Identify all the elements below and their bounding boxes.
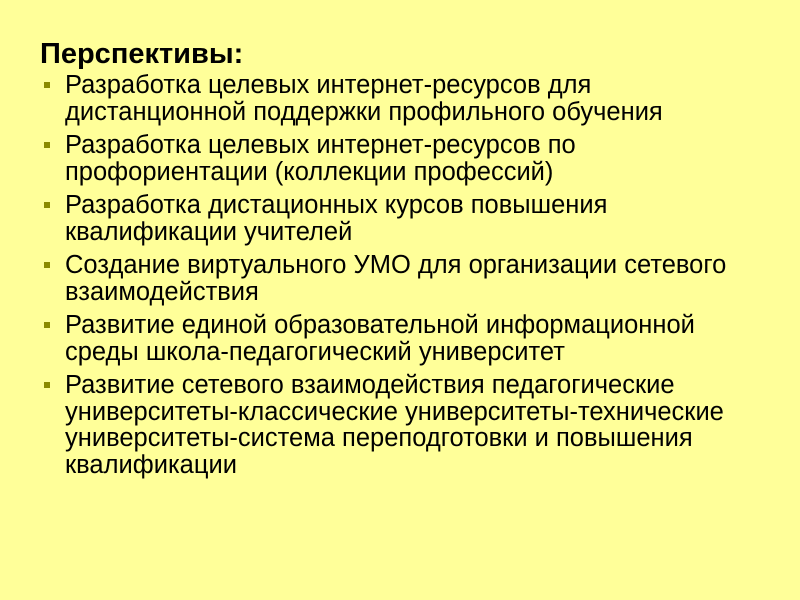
slide-title: Перспективы: xyxy=(40,38,244,70)
square-bullet-icon xyxy=(44,142,50,148)
square-bullet-icon xyxy=(44,202,50,208)
bullet-list xyxy=(40,72,760,478)
list-item xyxy=(40,132,760,185)
square-bullet-icon xyxy=(44,262,50,268)
square-bullet-icon xyxy=(44,322,50,328)
list-item xyxy=(40,252,760,305)
list-item-text: Разработка дистационных курсов повышения квалификации учителей xyxy=(65,191,608,246)
list-item-text: Разработка целевых интернет-ресурсов для дистанционной поддержки профильного обучения xyxy=(65,71,663,126)
square-bullet-icon xyxy=(44,82,50,88)
list-item xyxy=(40,372,760,478)
list-item xyxy=(40,312,760,365)
list-item-text: Создание виртуального УМО для организации сетевого взаимодействия xyxy=(65,251,727,306)
list-item-text: Развитие единой образовательной информационной среды школа-педагогический университет xyxy=(65,311,695,366)
list-item-text: Развитие сетевого взаимодействия педагогические университеты-классические университеты-технические университеты-система переподготовки и повышения квалификации xyxy=(65,371,724,479)
list-item xyxy=(40,192,760,245)
list-item xyxy=(40,72,760,125)
list-item-text: Разработка целевых интернет-ресурсов по профориентации (коллекции профессий) xyxy=(65,131,576,186)
square-bullet-icon xyxy=(44,382,50,388)
